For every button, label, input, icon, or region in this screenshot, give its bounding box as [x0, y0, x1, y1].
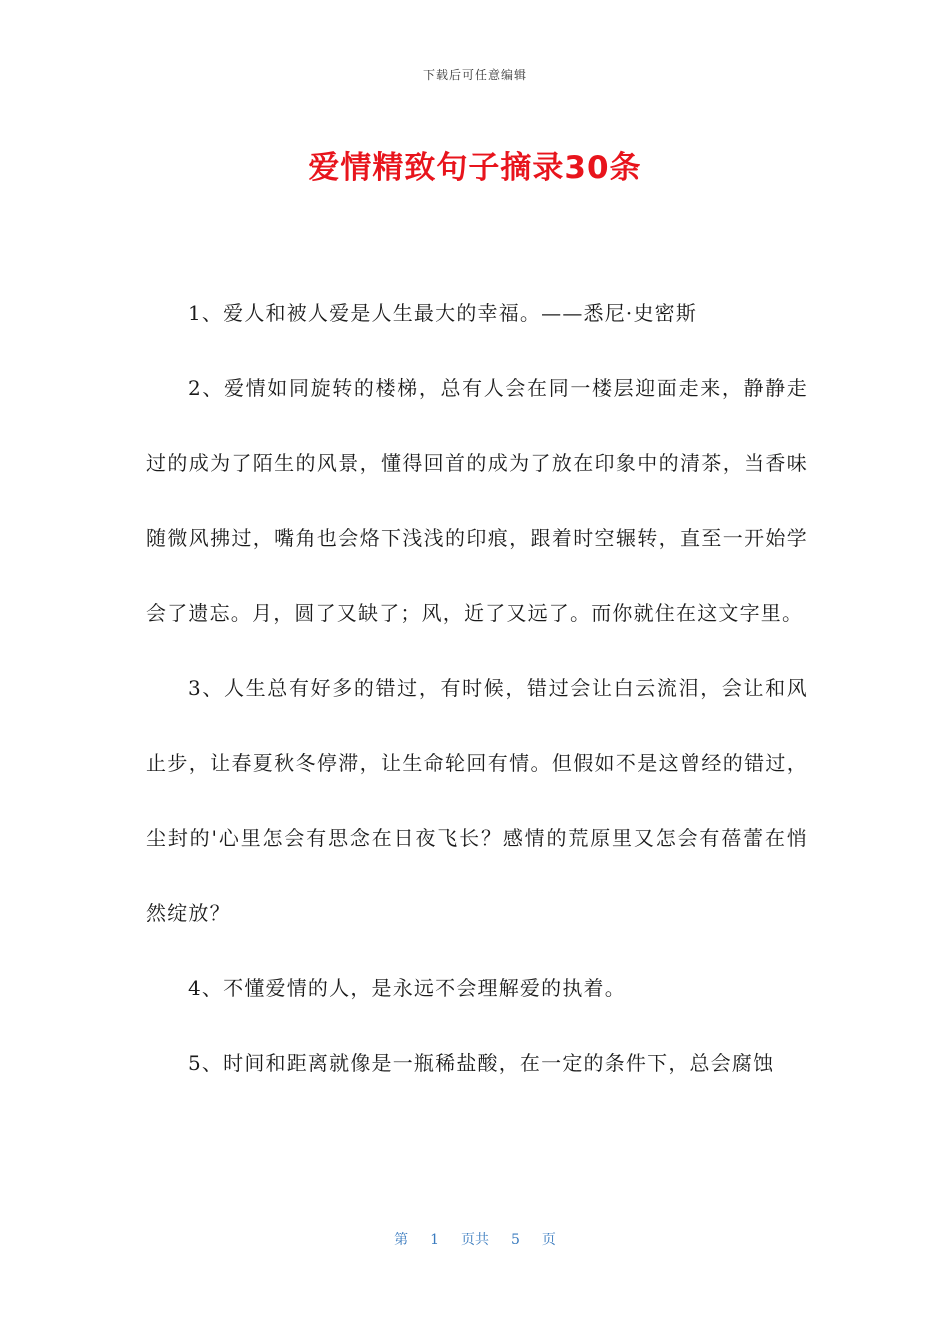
footer-label-end: 页: [541, 1232, 556, 1248]
footer-current-page: 1: [430, 1232, 439, 1248]
header-note: 下载后可任意编辑: [422, 68, 527, 82]
footer-label-page: 第: [394, 1232, 409, 1248]
document-title: 爱情精致句子摘录30条: [308, 150, 642, 186]
paragraph-4: 4、不懂爱情的人，是永远不会理解爱的执着。: [188, 976, 626, 1000]
footer-label-of: 页共: [461, 1232, 489, 1248]
document-body: [146, 276, 808, 1101]
paragraph-5: 5、时间和距离就像是一瓶稀盐酸，在一定的条件下，总会腐蚀: [188, 1051, 775, 1075]
page-footer: [0, 1229, 950, 1249]
paragraph-3: 3、人生总有好多的错过，有时候，错过会让白云流泪，会让和风止步，让春夏秋冬停滞，让生命轮回有情。但假如不是这曾经的错过，尘封的'心里怎会有思念在日夜飞长？感情的荒原里又怎会有蓓蕾在悄然绽放？: [146, 676, 808, 925]
paragraph-2: 2、爱情如同旋转的楼梯，总有人会在同一楼层迎面走来，静静走过的成为了陌生的风景，懂得回首的成为了放在印象中的清茶，当香味随微风拂过，嘴角也会烙下浅浅的印痕，跟着时空辗转，直至一开始学会了遗忘。月，圆了又缺了；风，近了又远了。而你就住在这文字里。: [146, 376, 808, 625]
footer-total-pages: 5: [511, 1232, 520, 1248]
paragraph-1: 1、爱人和被人爱是人生最大的幸福。——悉尼·史密斯: [188, 301, 698, 325]
